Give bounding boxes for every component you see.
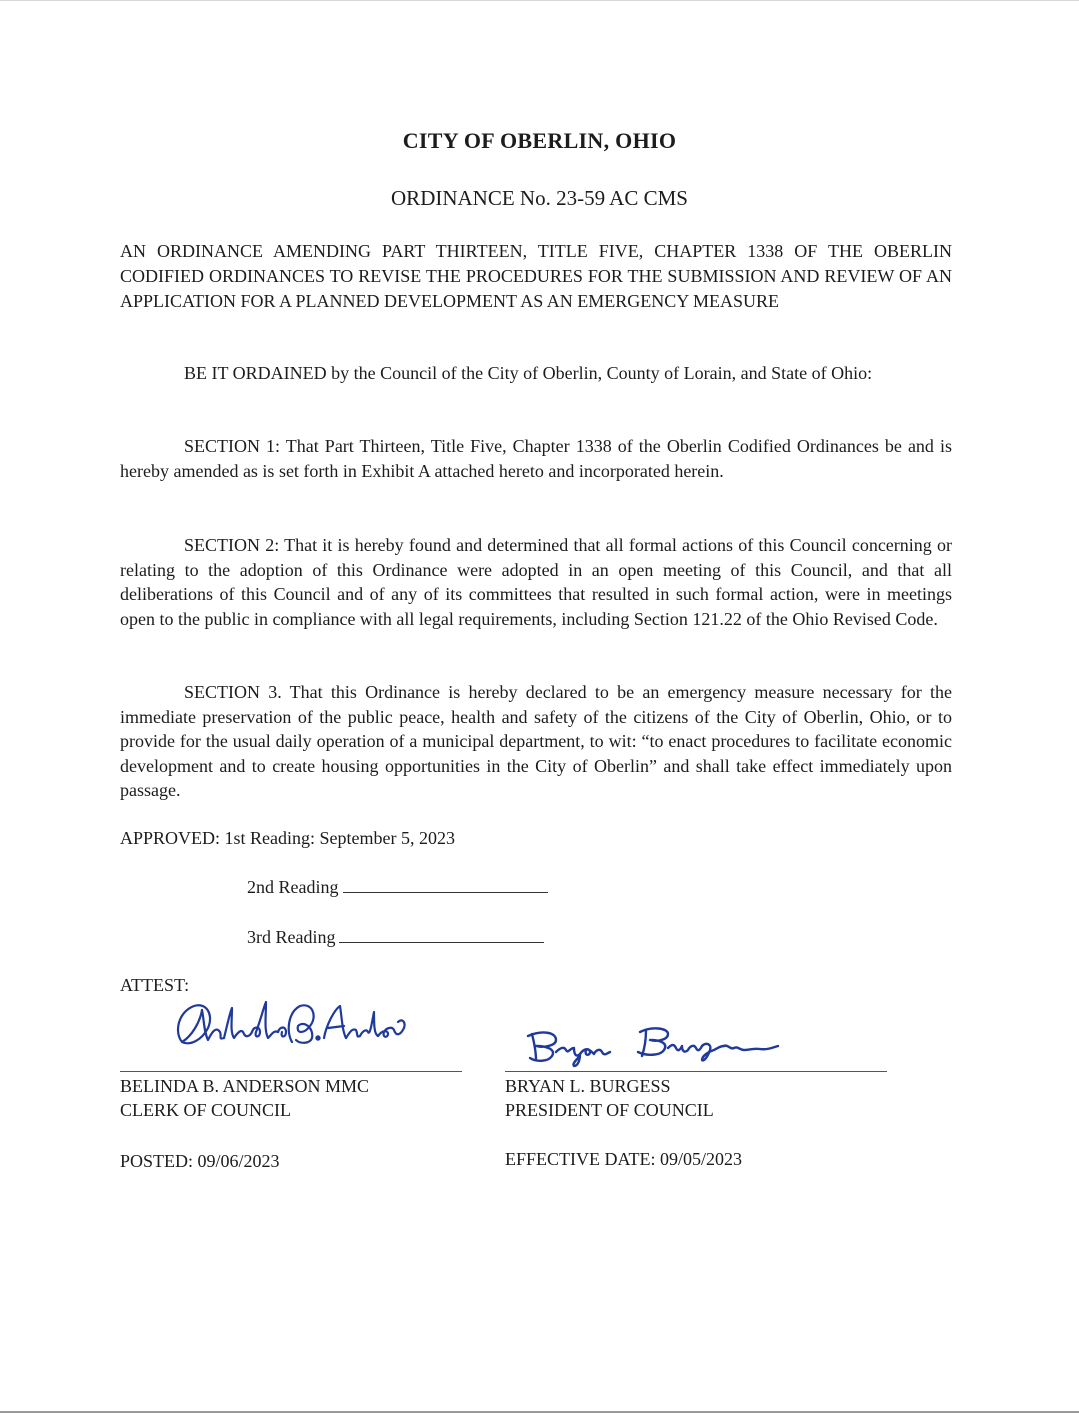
second-reading-label: 2nd Reading [247, 877, 339, 897]
third-reading-label: 3rd Reading [247, 927, 336, 947]
second-reading-blank [343, 876, 548, 893]
clerk-signature [168, 992, 408, 1058]
president-signature-line [505, 1071, 887, 1072]
president-signature [522, 1022, 784, 1068]
section-2: SECTION 2: That it is hereby found and determined that all formal actions of this Council concerning or relating to the adoption of this Ordinance were adopted in an open meeting of this Council, and that all deliberations of this Council and of any of its committees that resulted in such formal action, were in meetings open to the public in compliance with all legal requirements, including Section 121.22 of the Ohio Revised Code. [120, 535, 952, 629]
section-3: SECTION 3. That this Ordinance is hereby declared to be an emergency measure necessary for the immediate preservation of the public peace, health and safety of the citizens of the City of Oberlin, Ohio, or to provide for the usual daily operation of a municipal department, to wit: “to enact procedures to facilitate economic development and to create housing opportunities in the City of Oberlin” and shall take effect immediately upon passage. [120, 682, 952, 800]
clerk-title: CLERK OF COUNCIL [120, 1100, 292, 1120]
posted-date: POSTED: 09/06/2023 [120, 1151, 280, 1171]
ordaining-clause: BE IT ORDAINED by the Council of the City of Oberlin, County of Lorain, and State of Ohio: [184, 363, 873, 383]
second-reading [247, 876, 548, 898]
third-reading-blank [339, 926, 544, 943]
attest-label: ATTEST: [120, 975, 190, 995]
page-top-edge [0, 0, 1079, 1]
effective-date: EFFECTIVE DATE: 09/05/2023 [505, 1149, 742, 1169]
president-title: PRESIDENT OF COUNCIL [505, 1100, 714, 1120]
president-name: BRYAN L. BURGESS [505, 1076, 671, 1096]
third-reading [247, 926, 544, 948]
clerk-signature-line [120, 1071, 462, 1072]
ordinance-caption: AN ORDINANCE AMENDING PART THIRTEEN, TITLE FIVE, CHAPTER 1338 OF THE OBERLIN CODIFIED ORDINANCES TO REVISE THE PROCEDURES FOR THE SUBMISSION AND REVIEW OF AN APPLICATION FOR A PLANNED DEVELOPMENT AS AN EMERGENCY MEASURE [120, 241, 952, 311]
city-title: CITY OF OBERLIN, OHIO [402, 128, 677, 153]
clerk-name: BELINDA B. ANDERSON MMC [120, 1076, 370, 1096]
section-1: SECTION 1: That Part Thirteen, Title Five, Chapter 1338 of the Oberlin Codified Ordinances be and is hereby amended as is set forth in Exhibit A attached hereto and incorporated herein. [120, 436, 952, 481]
ordinance-number: ORDINANCE No. 23-59 AC CMS [391, 186, 688, 210]
approved-first-reading: APPROVED: 1st Reading: September 5, 2023 [120, 828, 455, 848]
